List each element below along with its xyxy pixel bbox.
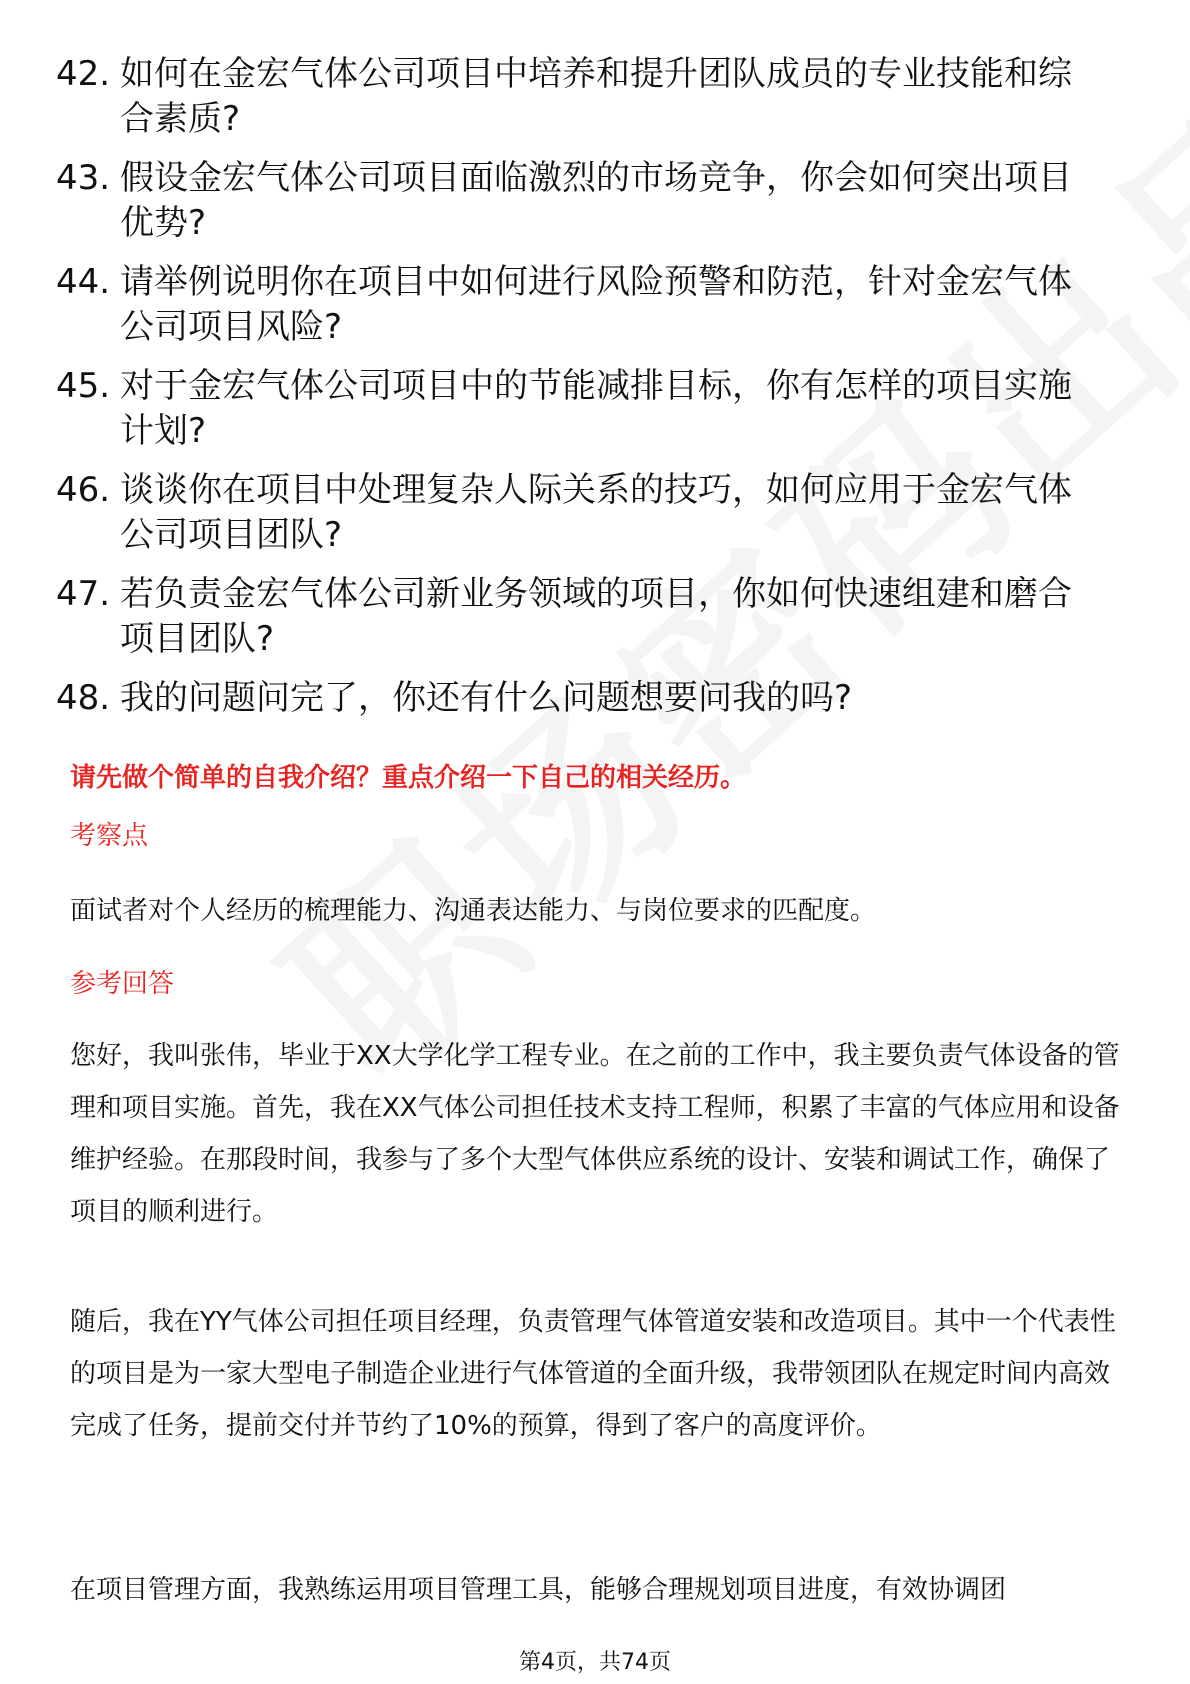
question-number: 47. <box>56 574 111 614</box>
answer-paragraph: 随后，我在YY气体公司担任项目经理，负责管理气体管道安装和改造项目。其中一个代表性的项目是为一家大型电子制造企业进行气体管道的全面升级，我带领团队在规定时间内高效完成了任务，提前交付并节约了10%的预算，得到了客户的高度评价。 <box>70 1307 1116 1441</box>
question-number: 46. <box>56 470 111 510</box>
exam-point-text: 面试者对个人经历的梳理能力、沟通表达能力、与岗位要求的匹配度。 <box>70 896 877 926</box>
list-item <box>56 364 1116 454</box>
question-text: 请举例说明你在项目中如何进行风险预警和防范，针对金宏气体公司项目风险? <box>120 262 1072 347</box>
question-number: 44. <box>56 262 111 302</box>
question-text: 谈谈你在项目中处理复杂人际关系的技巧，如何应用于金宏气体公司项目团队? <box>120 470 1072 555</box>
question-text: 对于金宏气体公司项目中的节能减排目标，你有怎样的项目实施计划? <box>120 366 1072 451</box>
question-text: 我的问题问完了，你还有什么问题想要问我的吗? <box>120 678 853 718</box>
list-item <box>56 260 1116 350</box>
page-number-footer: 第4页，共74页 <box>519 1650 671 1675</box>
question-text: 假设金宏气体公司项目面临激烈的市场竞争，你会如何突出项目优势? <box>120 158 1072 243</box>
list-item <box>56 572 1116 662</box>
question-number: 42. <box>56 54 111 94</box>
list-item <box>56 676 1116 721</box>
list-item <box>56 52 1116 142</box>
exam-point-label: 考察点 <box>70 821 149 851</box>
answer-paragraph: 在项目管理方面，我熟练运用项目管理工具，能够合理规划项目进度，有效协调团 <box>70 1575 1007 1605</box>
answer-paragraph: 您好，我叫张伟，毕业于XX大学化学工程专业。在之前的工作中，我主要负责气体设备的管理和项目实施。首先，我在XX气体公司担任技术支持工程师，积累了丰富的气体应用和设备维护经验。在那段时间，我参与了多个大型气体供应系统的设计、安装和调试工作，确保了项目的顺利进行。 <box>70 1041 1120 1227</box>
question-text: 如何在金宏气体公司项目中培养和提升团队成员的专业技能和综合素质? <box>120 54 1072 139</box>
list-item <box>56 156 1116 246</box>
list-item <box>56 468 1116 558</box>
question-number: 43. <box>56 158 111 198</box>
question-number: 48. <box>56 678 111 718</box>
answer-prompt-heading: 请先做个简单的自我介绍？重点介绍一下自己的相关经历。 <box>70 763 747 793</box>
question-text: 若负责金宏气体公司新业务领域的项目，你如何快速组建和磨合项目团队? <box>120 574 1072 659</box>
reference-answer-label: 参考回答 <box>70 969 175 999</box>
question-number: 45. <box>56 366 111 406</box>
question-list <box>56 52 1116 735</box>
